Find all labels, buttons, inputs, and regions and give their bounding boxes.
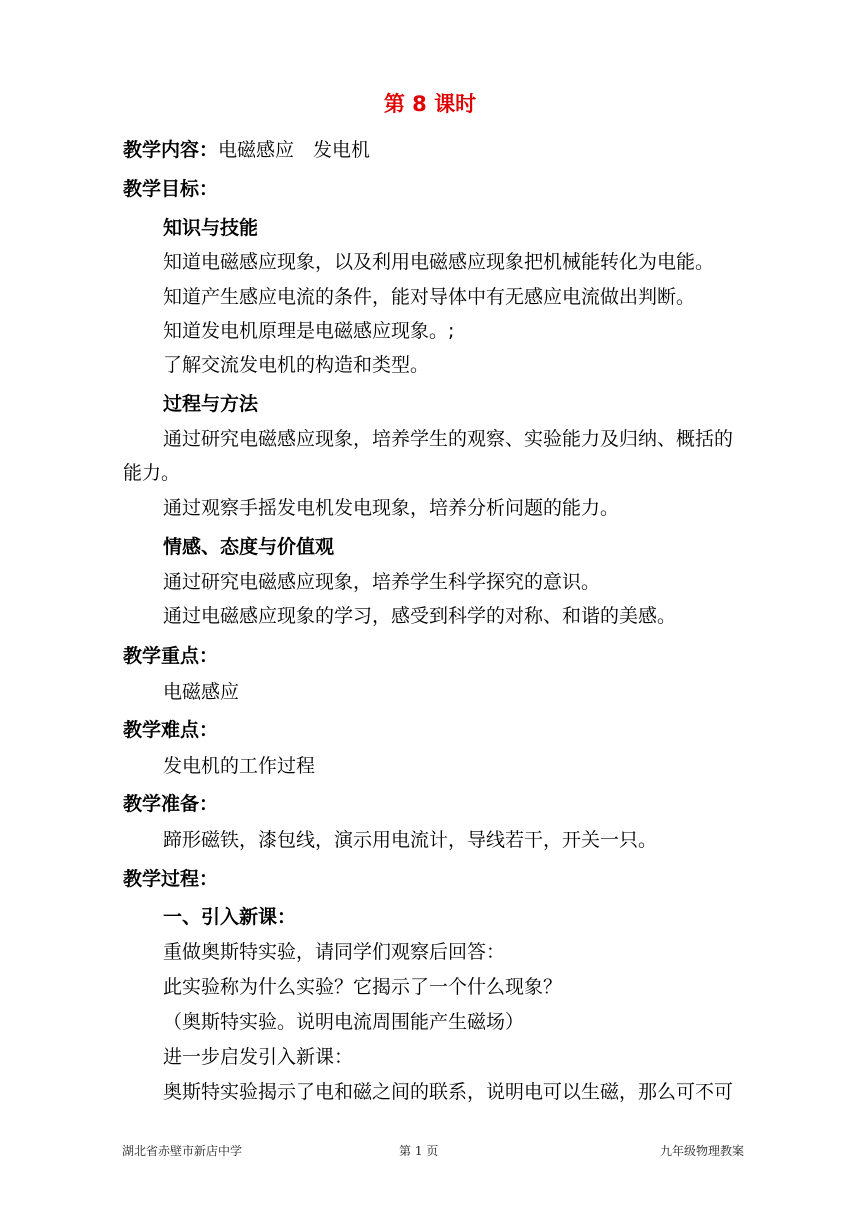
content-row <box>123 138 783 162</box>
procedure-line: 奥斯特实验揭示了电和磁之间的联系，说明电可以生磁，那么可不可 <box>163 1081 734 1103</box>
knowledge-heading: 知识与技能 <box>163 217 259 239</box>
footer-doc-type: 九年级物理教案 <box>660 1144 745 1158</box>
difficulty-value: 发电机的工作过程 <box>163 755 316 777</box>
preparation-value: 蹄形磁铁，漆包线，演示用电流计，导线若干，开关一只。 <box>163 829 658 851</box>
process-item-line2: 能力。 <box>123 462 181 484</box>
footer-page-number: 第 1 页 <box>399 1144 439 1158</box>
process-heading: 过程与方法 <box>163 393 259 415</box>
procedure-label: 教学过程： <box>123 868 219 890</box>
content-label: 教学内容： <box>123 139 219 161</box>
footer-school: 湖北省赤壁市新店中学 <box>122 1144 243 1158</box>
knowledge-item: 了解交流发电机的构造和类型。 <box>163 354 430 376</box>
procedure-line: 此实验称为什么实验？它揭示了一个什么现象？ <box>163 976 563 998</box>
emotion-item: 通过电磁感应现象的学习，感受到科学的对称、和谐的美感。 <box>163 605 677 627</box>
emotion-heading: 情感、态度与价值观 <box>163 536 335 558</box>
procedure-line: 进一步启发引入新课： <box>163 1046 354 1068</box>
procedure-line: （奥斯特实验。说明电流周围能产生磁场） <box>163 1011 525 1033</box>
procedure-line: 重做奥斯特实验，请同学们观察后回答： <box>163 941 506 963</box>
difficulty-label: 教学难点： <box>123 719 219 741</box>
knowledge-item: 知道发电机原理是电磁感应现象。; <box>163 320 455 342</box>
knowledge-item: 知道产生感应电流的条件，能对导体中有无感应电流做出判断。 <box>163 286 696 308</box>
preparation-label: 教学准备： <box>123 793 219 815</box>
emotion-item: 通过研究电磁感应现象，培养学生科学探究的意识。 <box>163 571 601 593</box>
content-value: 电磁感应 发电机 <box>218 139 371 161</box>
key-point-value: 电磁感应 <box>163 681 240 703</box>
knowledge-item: 知道电磁感应现象，以及利用电磁感应现象把机械能转化为电能。 <box>163 251 715 273</box>
section-heading: 一、引入新课： <box>163 906 297 928</box>
process-item-line1: 通过研究电磁感应现象，培养学生的观察、实验能力及归纳、概括的 <box>163 428 734 450</box>
lesson-title: 第 8 课时 <box>383 92 477 116</box>
objectives-label: 教学目标： <box>123 178 219 200</box>
process-item: 通过观察手摇发电机发电现象，培养分析问题的能力。 <box>163 497 620 519</box>
key-point-label: 教学重点： <box>123 645 219 667</box>
